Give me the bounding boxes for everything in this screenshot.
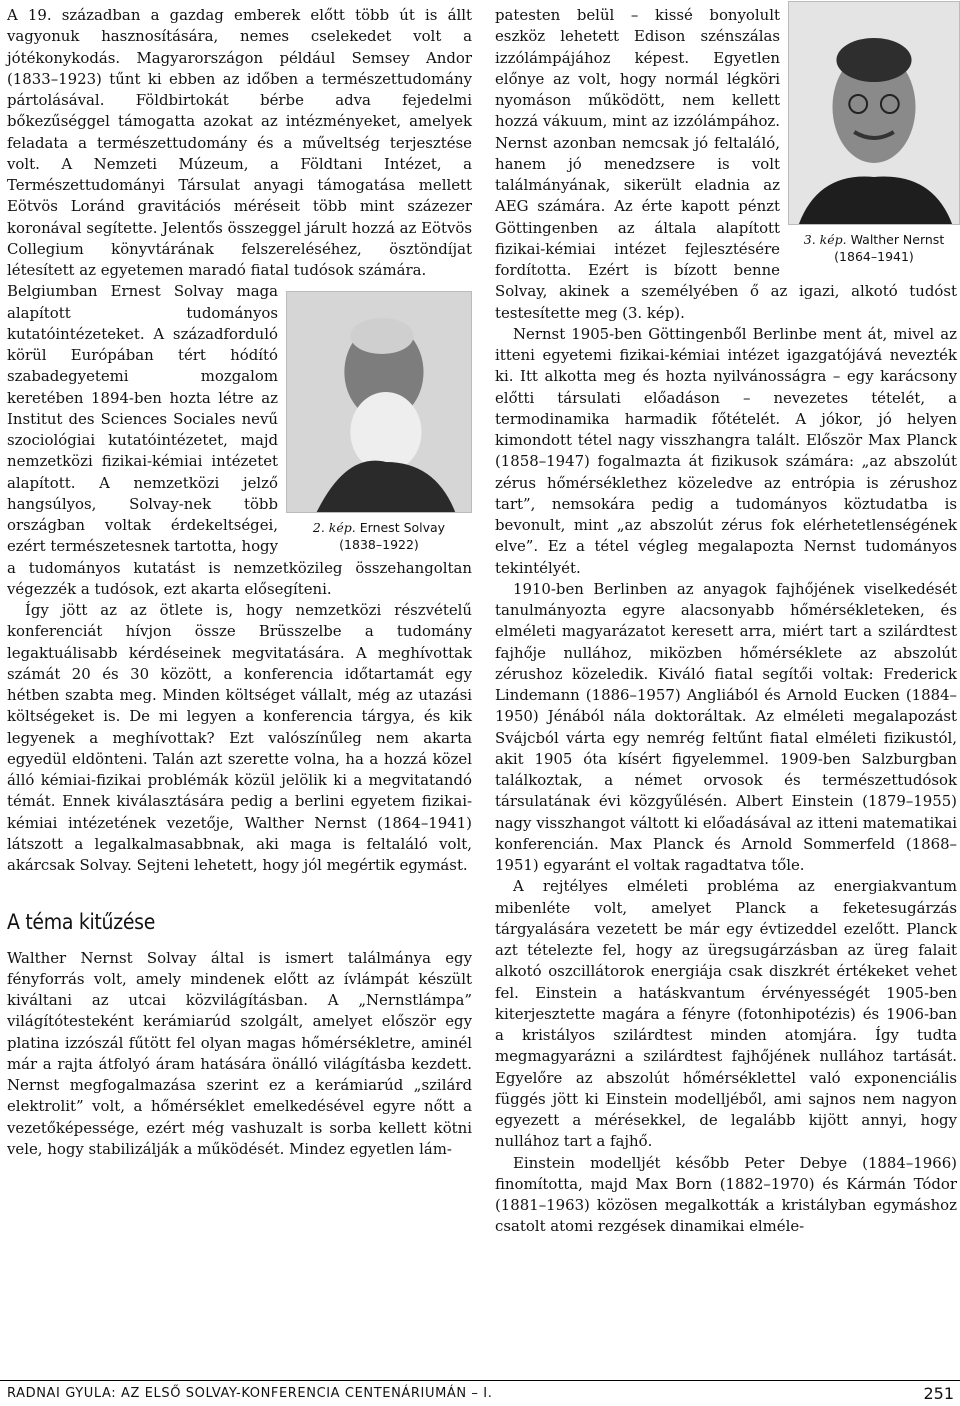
- paragraph-solvay: Belgiumban Ernest Solvay maga alapított tudományos kutatóintézeteket. A századforduló körül Európában tért hódító szabadegyetemi mozgalom keretében 1894-ben hozta létre az Institut des Sciences Sociales nevű szociológiai kutatóintézetet, majd nemzetközi fizikai-kémiai intézetet alapított. A nemzetközi jelző hangsúlyos, Solvay-nek több országban voltak érdekeltségei, ezért természetesnek tartotta, hogy a tudományos kutatást is nemzetközileg összehangoltan végezzék a tudósok, ezt akarta elősegíteni.: [7, 282, 472, 598]
- figure-nernst-years: (1864–1941): [834, 249, 914, 264]
- right-column: [495, 5, 957, 1238]
- figure-solvay-label: 2. kép.: [312, 520, 356, 536]
- paragraph-quantum: A rejtélyes elméleti probléma az energiakvantum mibenléte volt, amelyet Planck a feketesugárzás tárgyalására vezetett be már egy évtizeddel ezelőtt. Planck azt tételezte fel, hogy az üregsugárzásban az üreg falait alkotó oszcillátorok energiája csak diszkrét értékeket vehet fel. Einstein a hatáskvantum érvényességét 1905-ben kiterjesztette magára a fényre (fotonhipotézis) és 1906-ban a kristályos szilárdtest minden atomjára. Így tudta megmagyarázni a szilárdtest fajhőjének nullához tartását. Egyelőre az abszolút hőmérséklettel való exponenciális függés jött ki Einstein modelljéből, ami sajnos nem nagyon egyezett a mérésekkel, de legalább kijött annyi, hogy nullához tart a fajhő.: [495, 877, 957, 1151]
- footer-rule: [0, 1380, 960, 1381]
- figure-solvay-name: Ernest Solvay: [359, 520, 446, 536]
- figure-solvay-caption: [286, 519, 472, 553]
- section-heading: A téma kitűzése: [7, 910, 156, 935]
- paragraph-conference: Így jött az az ötlete is, hogy nemzetközi részvételű konferenciát hívjon össze Brüsszelbe a tudomány legaktuálisabb kérdéseinek megvitatására. A meghívottak számát 20 és 30 között, a konferencia időtartamát egy hétben szabta meg. Minden költséget vállalt, még az utazási költségeket is. De mi legyen a konferencia tárgya, és kik legyenek a meghívottak? Ezt valószínűleg nem akarta egyedül eldönteni. Talán azt szerette volna, ha a hozzá közel álló kémiai-fizikai problémák közül jelölik ki a megvitatandó témát. Ennek kiválasztására pedig a berlini egyetem fizikai-kémiai intézetének vezetője, Walther Nernst (1864–1941) látszott a legalkalmasabbnak, aki maga is feltaláló volt, akárcsak Solvay. Sejteni lehetett, hogy jól megértik egymást.: [7, 601, 472, 874]
- figure-nernst-caption: [788, 231, 960, 265]
- paragraph-lamp-continued: patesten belül – kissé bonyolult eszköz lehetett Edison szénszálas izzólámpájához képest. Egyetlen előnye az volt, hogy normál légköri nyomáson működött, nem kellett hozzá vákuum, mint az izzólámpához. Nernst azonban nemcsak jó feltaláló, hanem jó menedzsere is volt találmányának, sikerült eladnia az AEG számára. Az érte kapott pénzt Göttingenben az általa alapított fizikai-kémiai intézet fejlesztésére fordította. Ezért is bízott benne Solvay, akinek a személyében ő az igazi, alkotó tudóst testesítette meg (3. kép).: [495, 6, 957, 322]
- paragraph-semsey: A 19. században a gazdag emberek előtt több út is állt vagyonuk hasznosítására, nemes cselekedet volt a jótékonykodás. Magyarországon például Semsey Andor (1833–1923) tűnt ki ebben az időben a természettudomány pártolásával. Földbirtokát bérbe adva fejedelmi bőkezűséggel támogatta azokat az intézményeket, amelyek feladata a természettudomány és a műveltség terjesztése volt. A Nemzeti Múzeum, a Földtani Intézet, a Természettudományi Társulat anyagi támogatása mellett Eötvös Loránd gravitációs méréseit több mint százezer koronával segítette. Jelentős összeggel járult hozzá az Eötvös Collegium könyvtárának felszereléséhez, ösztöndíjat létesített az egyetemen maradó fiatal tudósok számára.: [7, 6, 472, 279]
- paragraph-debye: Einstein modelljét később Peter Debye (1884–1966) finomította, majd Max Born (1882–1970) és Kármán Tódor (1881–1963) közösen megalkották a kristályban egymáshoz csatolt atomi rezgések dinamikai elméle-: [495, 1153, 957, 1236]
- figure-nernst-name: Walther Nernst: [850, 232, 945, 247]
- nernst-portrait-image: [788, 1, 960, 225]
- page-number: 251: [923, 1384, 954, 1403]
- left-column: [7, 5, 472, 1160]
- paragraph-specific-heat: 1910-ben Berlinben az anyagok fajhőjének viselkedését tanulmányozta egyre alacsonyabb hőmérsékleteken, és elméleti magyarázatot keresett arra, miért tart a szilárdtest fajhője nullához, miközben hőmérséklete az abszolút zérushoz közeledik. Kiváló fiatal segítői voltak: Frederick Lindemann (1886–1957) Angliából és Arnold Eucken (1884–1950) Jénából nála doktoráltak. Az elméleti megalapozást Svájcból várta egy nemrég feltűnt fiatal elméleti fizikustól, akit 1905 óta kísért figyelemmel. 1909-ben Salzburgban találkoztak, a német orvosok és természettudósok társulatának évi közgyűlésén. Albert Einstein (1879–1955) nagy visszhangot váltott ki előadásával az itteni matematikai konferencián. Max Planck és Arnold Sommerfeld (1868–1951) egyaránt el voltak ragadtatva tőle.: [495, 579, 957, 874]
- solvay-portrait-image: [286, 291, 472, 513]
- figure-nernst: [788, 1, 960, 265]
- running-title: RADNAI GYULA: AZ ELSŐ SOLVAY-KONFERENCIA CENTENÁRIUMÁN – I.: [7, 1386, 493, 1401]
- paragraph-third-law: Nernst 1905-ben Göttingenből Berlinbe ment át, mivel az itteni egyetemi fizikai-kémiai intézet igazgatójává nevezték ki. Itt alkotta meg és hozta nyilvánosságra – egy karácsony előtti társulati előadáson – nevezetes tételét, a termodinamika harmadik főtételét. A jókor, jó helyen kimondott tétel nagy visszhangra talált. Először Max Planck (1858–1947) fogalmazta át fizikusok számára: „az abszolút zérus hőmérséklethez közeledve az entrópia is zérushoz tart”, nemsokára pedig a tudományos köztudatba is bevonult, mint „az abszolút zérus fok elérhetetlenségének elve”. Ez a tétel végleg megalapozta Nernst tudományos tekintélyét.: [495, 324, 957, 577]
- figure-nernst-label: 3. kép.: [803, 232, 847, 247]
- figure-solvay-years: (1838–1922): [339, 537, 419, 553]
- paragraph-nernst-lamp: Walther Nernst Solvay által is ismert találmánya egy fényforrás volt, amely mindenek előtt az ívlámpát készült kiváltani az utcai közvilágításban. A „Nernstlámpa” világítótesteként kerámiarúd szolgált, amelyet először egy platina izzószál fűtött fel olyan magas hőmérsékletre, aminél már a rajta átfolyó áram hatására önálló világításba kezdett. Nernst megfogalmazása szerint ez a kerámiarúd „szilárd elektrolit” volt, a hőmérséklet emelkedésével egyre nőtt a vezetőképessége, ezért még vashuzalt is sorba kellett kötni vele, hogy stabilizálják a működését. Mindez egyetlen lám-: [7, 948, 472, 1158]
- figure-solvay: [286, 291, 472, 553]
